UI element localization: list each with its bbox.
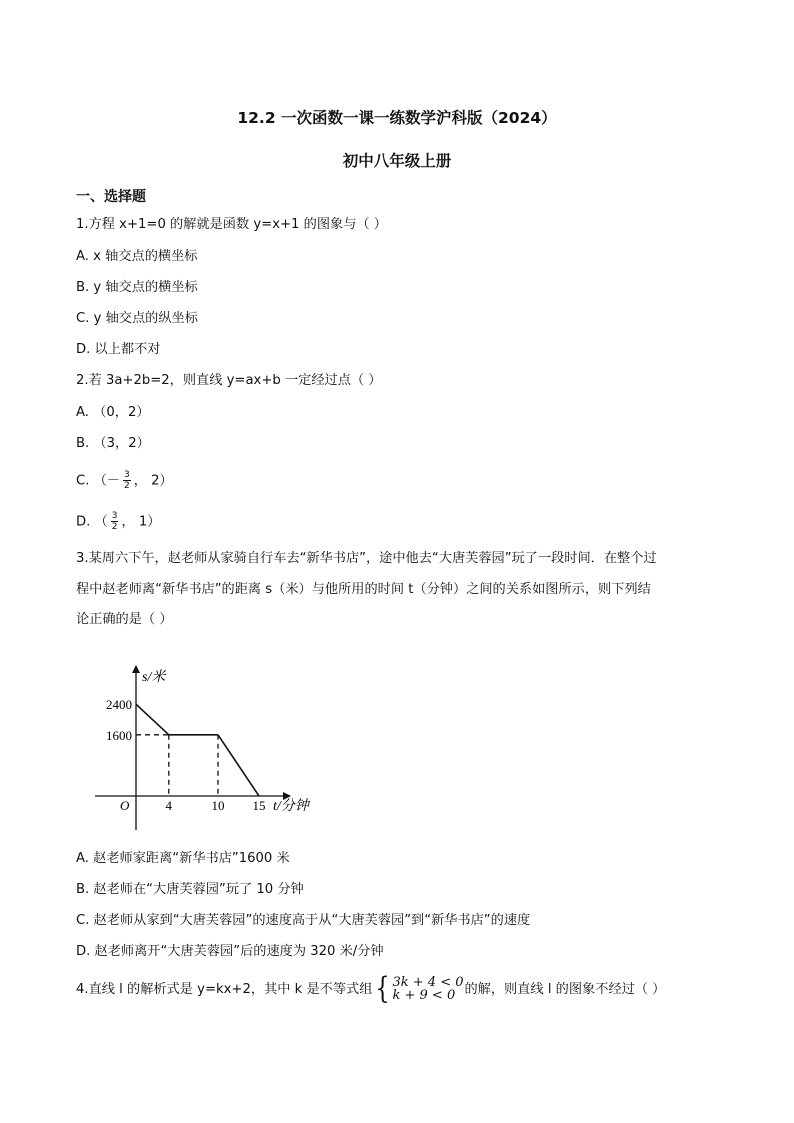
question-3-stem-line-3: 论正确的是（ ） bbox=[76, 612, 173, 627]
page-title: 12.2 一次函数一课一练数学沪科版（2024） bbox=[237, 109, 557, 127]
inequality-2: k + 9 < 0 bbox=[392, 988, 456, 1003]
page-subtitle: 初中八年级上册 bbox=[342, 152, 452, 170]
x-tick-label-10: 10 bbox=[211, 798, 225, 813]
question-2-stem: 2.若 3a+2b=2，则直线 y=ax+b 一定经过点（ ） bbox=[76, 373, 382, 388]
question-1-option-b: B. y 轴交点的横坐标 bbox=[76, 280, 198, 295]
question-4-stem-prefix: 4.直线 l 的解析式是 y=kx+2，其中 k 是不等式组 bbox=[76, 982, 373, 997]
option-c-suffix: ， 2） bbox=[133, 473, 173, 489]
x-axis-label: t/分钟 bbox=[273, 799, 309, 814]
fraction bbox=[111, 511, 119, 532]
question-2-option-a: A. （0，2） bbox=[76, 405, 150, 420]
option-c-prefix: C. （－ bbox=[76, 473, 120, 489]
origin-label: O bbox=[120, 798, 130, 813]
question-1-stem: 1.方程 x+1=0 的解就是函数 y=x+1 的图象与（ ） bbox=[76, 217, 387, 232]
fraction bbox=[123, 470, 131, 491]
question-3-stem-line-2: 程中赵老师离“新华书店”的距离 s（米）与他所用的时间 t（分钟）之间的关系如图所示，则下列结 bbox=[76, 582, 651, 597]
question-2-option-b: B. （3，2） bbox=[76, 436, 150, 451]
fraction-denominator: 2 bbox=[123, 481, 130, 491]
y-axis-label: s/米 bbox=[142, 670, 166, 685]
fraction-denominator: 2 bbox=[111, 522, 118, 532]
fraction-numerator: 3 bbox=[111, 511, 118, 521]
question-1-option-a: A. x 轴交点的横坐标 bbox=[76, 249, 198, 264]
inequality-system bbox=[373, 971, 464, 1006]
question-2-option-d bbox=[76, 511, 160, 532]
x-tick-label-15: 15 bbox=[252, 798, 266, 813]
section-heading: 一、选择题 bbox=[76, 189, 146, 205]
brace-symbol: { bbox=[375, 971, 391, 1006]
question-3-option-a: A. 赵老师家距离“新华书店”1600 米 bbox=[76, 851, 290, 866]
option-d-prefix: D. （ bbox=[76, 514, 108, 530]
distance-time-graph bbox=[90, 660, 330, 840]
option-d-suffix: ， 1） bbox=[121, 514, 161, 530]
graph-segment-1 bbox=[136, 704, 169, 735]
y-tick-label-2400: 2400 bbox=[106, 697, 132, 713]
fraction-numerator: 3 bbox=[123, 470, 130, 480]
question-3-option-c: C. 赵老师从家到“大唐芙蓉园”的速度高于从“大唐芙蓉园”到“新华书店”的速度 bbox=[76, 913, 531, 928]
y-tick-label-1600: 1600 bbox=[106, 727, 132, 743]
question-1-option-d: D. 以上都不对 bbox=[76, 342, 161, 357]
graph-segment-3 bbox=[218, 735, 259, 796]
question-3-option-b: B. 赵老师在“大唐芙蓉园”玩了 10 分钟 bbox=[76, 882, 304, 897]
question-4-stem-suffix: 的解，则直线 l 的图象不经过（ ） bbox=[464, 982, 666, 997]
question-1-option-c: C. y 轴交点的纵坐标 bbox=[76, 311, 198, 326]
inequality-1: 3k + 4 < 0 bbox=[392, 975, 464, 990]
question-4-stem bbox=[76, 971, 666, 1006]
x-tick-label-4: 4 bbox=[165, 798, 173, 813]
question-3-stem-line-1: 3.某周六下午，赵老师从家骑自行车去“新华书店”，途中他去“大唐芙蓉园”玩了一段时间．在整个过 bbox=[76, 551, 657, 566]
question-2-option-c bbox=[76, 470, 173, 491]
question-3-option-d: D. 赵老师离开“大唐芙蓉园”后的速度为 320 米/分钟 bbox=[76, 944, 384, 959]
